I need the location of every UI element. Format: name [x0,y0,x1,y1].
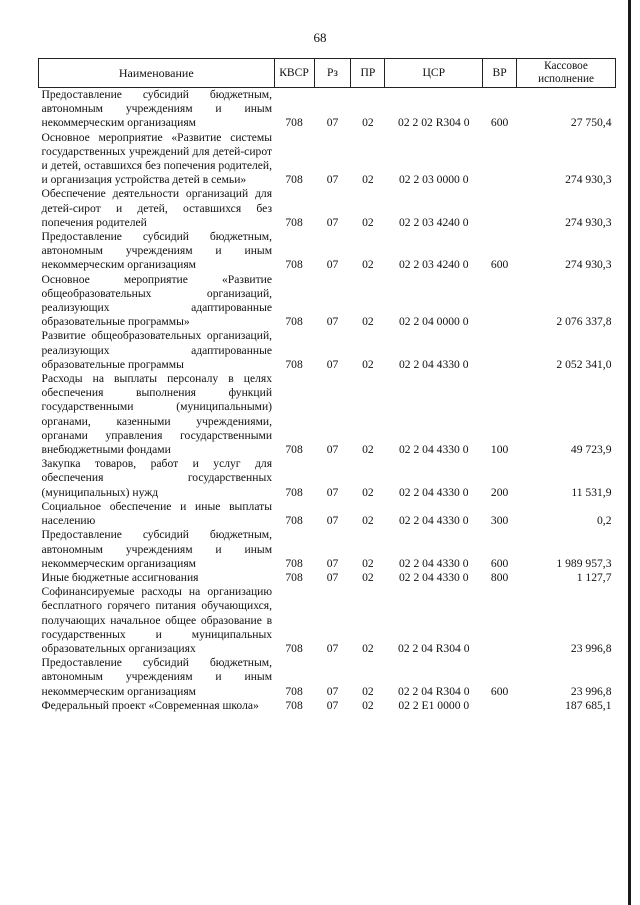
table-row [39,699,616,713]
row-name: Обеспечение деятельности организаций для детей-сирот и детей, оставшихся без попечения родителей [41,187,273,229]
row-amount: 23 996,8 [570,684,612,698]
row-name: Предоставление субсидий бюджетным, автономным учреждениям и иным некоммерческим организациям [41,230,273,272]
scan-edge-line [628,0,631,905]
row-name: Закупка товаров, работ и услуг для обеспечения государственных (муниципальных) нужд [41,457,273,499]
row-csr: 02 2 04 4330 0 [398,556,469,570]
row-rz: 07 [326,641,339,655]
row-name: Предоставление субсидий бюджетным, автономным учреждениям и иным некоммерческим организациям [41,656,273,698]
row-rz: 07 [326,556,339,570]
header-pr: ПР [351,59,385,88]
row-vr [483,699,517,713]
header-vr: ВР [483,59,517,88]
row-kvsr: 708 [285,443,303,457]
row-amount: 0,2 [597,514,612,528]
row-pr: 02 [362,556,374,570]
header-name: Наименование [39,59,275,88]
row-amount: 23 996,8 [570,641,612,655]
row-rz: 07 [326,443,339,457]
header-cash-execution: Кассовое исполнение [517,59,616,88]
row-vr: 600 [490,556,509,570]
row-vr: 600 [490,258,509,272]
row-vr: 600 [490,684,509,698]
row-csr: 02 2 E1 0000 0 [398,698,470,712]
row-name: Иные бюджетные ассигнования [41,570,199,584]
row-rz: 07 [326,315,339,329]
row-pr: 02 [362,215,374,229]
row-amount: 49 723,9 [570,443,612,457]
row-amount: 187 685,1 [565,698,612,712]
row-rz: 07 [326,258,339,272]
row-vr [483,585,517,656]
table-row [39,372,616,457]
row-pr: 02 [362,315,374,329]
row-pr: 02 [362,173,374,187]
table-row [39,187,616,230]
row-amount: 11 531,9 [571,485,612,499]
row-name: Развитие общеобразовательных организаций, реализующих адаптированные образовательные программы [41,329,273,371]
row-vr [483,131,517,188]
row-pr: 02 [362,357,374,371]
row-pr: 02 [362,641,374,655]
row-vr: 100 [490,443,509,457]
header-kvsr: КВСР [274,59,314,88]
row-pr: 02 [362,698,374,712]
row-rz: 07 [326,485,339,499]
header-rz: Рз [314,59,351,88]
row-csr: 02 2 04 R304 0 [398,641,470,655]
table-header [39,59,616,88]
table-row [39,329,616,372]
row-csr: 02 2 04 4330 0 [398,485,469,499]
row-amount: 274 930,3 [565,173,612,187]
table-row [39,656,616,699]
row-kvsr: 708 [285,315,303,329]
row-name: Федеральный проект «Современная школа» [41,698,259,712]
row-rz: 07 [326,514,339,528]
row-amount: 2 076 337,8 [556,315,612,329]
table-row [39,88,616,131]
table-row [39,528,616,571]
row-amount: 2 052 341,0 [556,357,612,371]
row-pr: 02 [362,684,374,698]
row-vr: 200 [490,485,509,499]
row-rz: 07 [326,570,339,584]
row-csr: 02 2 04 4330 0 [398,570,469,584]
row-amount: 274 930,3 [565,258,612,272]
row-kvsr: 708 [285,641,303,655]
row-vr [483,329,517,372]
row-csr: 02 2 02 R304 0 [398,116,470,130]
row-kvsr: 708 [285,556,303,570]
row-pr: 02 [362,258,374,272]
row-pr: 02 [362,485,374,499]
row-kvsr: 708 [285,173,303,187]
row-name: Расходы на выплаты персоналу в целях обеспечения выполнения функций государственными (муниципальными) органами, казенными учреждениями, органами управления государственными внебюджетными фондами [41,372,273,457]
row-name: Основное мероприятие «Развитие общеобразовательных организаций, реализующих адаптированные образовательные программы» [41,272,273,329]
row-kvsr: 708 [285,357,303,371]
row-amount: 1 127,7 [576,570,612,584]
row-pr: 02 [362,570,374,584]
row-kvsr: 708 [285,116,303,130]
row-kvsr: 708 [285,514,303,528]
table-row [39,230,616,273]
row-csr: 02 2 04 4330 0 [398,514,469,528]
row-kvsr: 708 [285,698,303,712]
row-pr: 02 [362,116,374,130]
row-rz: 07 [326,116,339,130]
row-csr: 02 2 04 4330 0 [398,357,469,371]
row-csr: 02 2 04 4330 0 [398,443,469,457]
table-row [39,457,616,500]
row-kvsr: 708 [285,570,303,584]
row-csr: 02 2 03 0000 0 [398,173,469,187]
row-amount: 274 930,3 [565,215,612,229]
row-vr: 300 [490,514,509,528]
row-vr: 600 [490,116,509,130]
table-row [39,131,616,188]
row-vr [483,187,517,230]
row-kvsr: 708 [285,684,303,698]
row-csr: 02 2 04 R304 0 [398,684,470,698]
row-name: Основное мероприятие «Развитие системы государственных учреждений для детей-сирот и детей, оставшихся без попечения родителей, и организация устройства детей в семьи» [41,130,273,187]
row-kvsr: 708 [285,258,303,272]
row-rz: 07 [326,215,339,229]
row-csr: 02 2 04 0000 0 [398,315,469,329]
row-pr: 02 [362,514,374,528]
row-kvsr: 708 [285,215,303,229]
table-row [39,500,616,528]
row-csr: 02 2 03 4240 0 [398,258,469,272]
table-row [39,273,616,330]
row-amount: 1 989 957,3 [556,556,612,570]
row-csr: 02 2 03 4240 0 [398,215,469,229]
row-rz: 07 [326,173,339,187]
table-row [39,585,616,656]
page-number: 68 [313,30,327,45]
row-rz: 07 [326,357,339,371]
row-vr [483,273,517,330]
row-name: Предоставление субсидий бюджетным, автономным учреждениям и иным некоммерческим организациям [41,88,273,130]
row-rz: 07 [326,698,339,712]
row-amount: 27 750,4 [570,116,612,130]
budget-table [38,58,616,713]
row-pr: 02 [362,443,374,457]
row-name: Предоставление субсидий бюджетным, автономным учреждениям и иным некоммерческим организациям [41,528,273,570]
table-body [39,88,616,713]
row-vr: 800 [490,570,509,584]
row-name: Социальное обеспечение и иные выплаты населению [41,499,273,528]
table-row [39,571,616,585]
row-name: Софинансируемые расходы на организацию бесплатного горячего питания обучающихся, получающих начальное общее образование в государственных и муниципальных образовательных организациях [41,585,273,655]
header-csr: ЦСР [385,59,483,88]
row-rz: 07 [326,684,339,698]
row-kvsr: 708 [285,485,303,499]
